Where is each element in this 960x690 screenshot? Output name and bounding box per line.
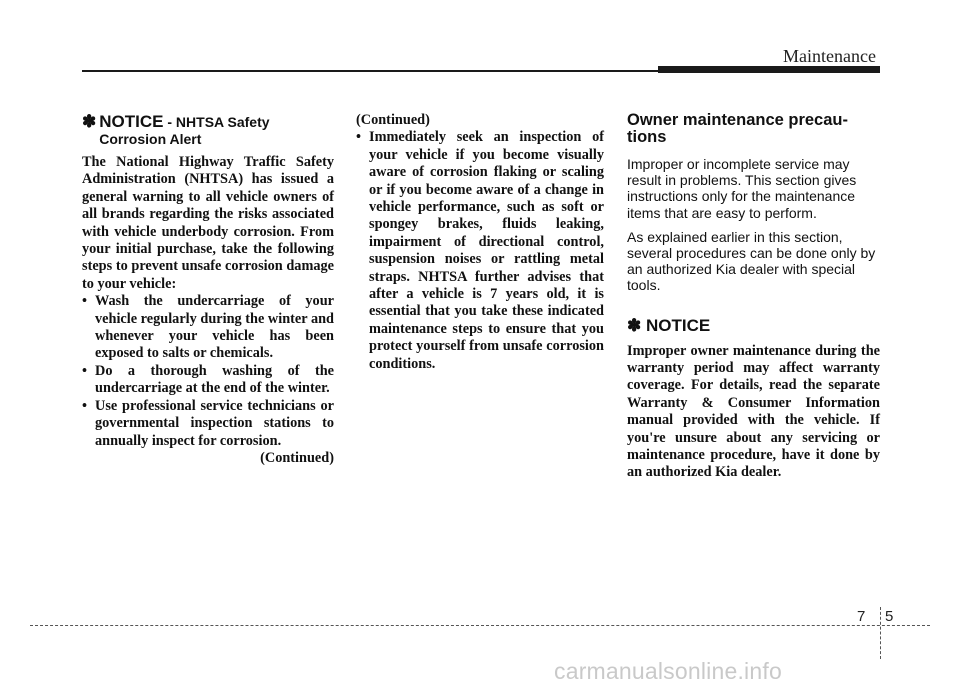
continued-label: (Continued) <box>356 112 430 128</box>
header-rule <box>82 70 660 72</box>
header-rule-accent <box>658 66 880 73</box>
notice-heading <box>627 316 880 335</box>
notice-label: NOTICE <box>99 112 164 131</box>
page-number: 5 <box>885 608 894 625</box>
footer-divider <box>880 607 881 659</box>
owner-maintenance-paragraph-1: Improper or incomplete service may result in problems. This section gives instructions only for the maintenance items that are easy to perform. <box>627 156 857 221</box>
notice-heading-nhtsa <box>82 112 334 148</box>
column-1 <box>82 112 334 467</box>
page-header-title: Maintenance <box>783 46 876 66</box>
chapter-number: 7 <box>857 608 866 625</box>
nhtsa-steps-list <box>82 293 334 450</box>
notice-paragraph: Improper owner maintenance during the warranty period may affect warranty coverage. For details, read the separate Warranty & Consumer Information manual provided with the vehicle. If you're unsure about any servicing or maintenance procedure, have it done by an authorized Kia dealer. <box>627 342 880 481</box>
watermark: carmanualsonline.info <box>554 658 782 684</box>
notice-star-icon: ✽ <box>627 315 642 335</box>
notice-label: NOTICE <box>645 315 711 335</box>
column-3 <box>627 112 880 482</box>
nhtsa-steps-list-continued <box>356 129 604 373</box>
list-item: • Do a thorough washing of the undercarriage at the end of the winter. <box>82 363 334 398</box>
list-item: • Immediately seek an inspection of your vehicle if you become visually aware of corrosion flaking or scaling or if you become aware of a change in vehicle performance, such as soft or spongey brakes, fluids leaking, impairment of directional control, suspension noises or rattling metal straps. NHTSA further advises that after a vehicle is 7 years old, it is essential that you take these indicated maintenance steps to ensure that you protect yourself from unsafe corrosion conditions. <box>356 129 604 373</box>
nhtsa-intro-paragraph: The National Highway Traffic Safety Administration (NHTSA) has issued a general warning to all vehicle owners of all brands regarding the risks associated with vehicle underbody corrosion. From your initial purchase, take the following steps to prevent unsafe corrosion damage to your vehicle: <box>82 154 334 292</box>
notice-subtitle: - NHTSA Safety Corrosion Alert <box>99 114 270 147</box>
notice-star-icon: ✽ <box>82 112 97 131</box>
column-2 <box>356 112 604 373</box>
owner-maintenance-paragraph-2: As explained earlier in this section, several procedures can be done only by an authorized Kia dealer with special tools. <box>627 228 876 294</box>
list-item: • Wash the undercarriage of your vehicle regularly during the winter and whenever your vehicle has been exposed to salts or chemicals. <box>82 293 334 363</box>
list-item: • Use professional service technicians or governmental inspection stations to annually inspect for corrosion. <box>82 398 334 450</box>
section-title: Owner maintenance precau-tions <box>627 111 848 146</box>
continued-label: (Continued) <box>260 449 334 466</box>
footer-rule <box>30 625 930 626</box>
